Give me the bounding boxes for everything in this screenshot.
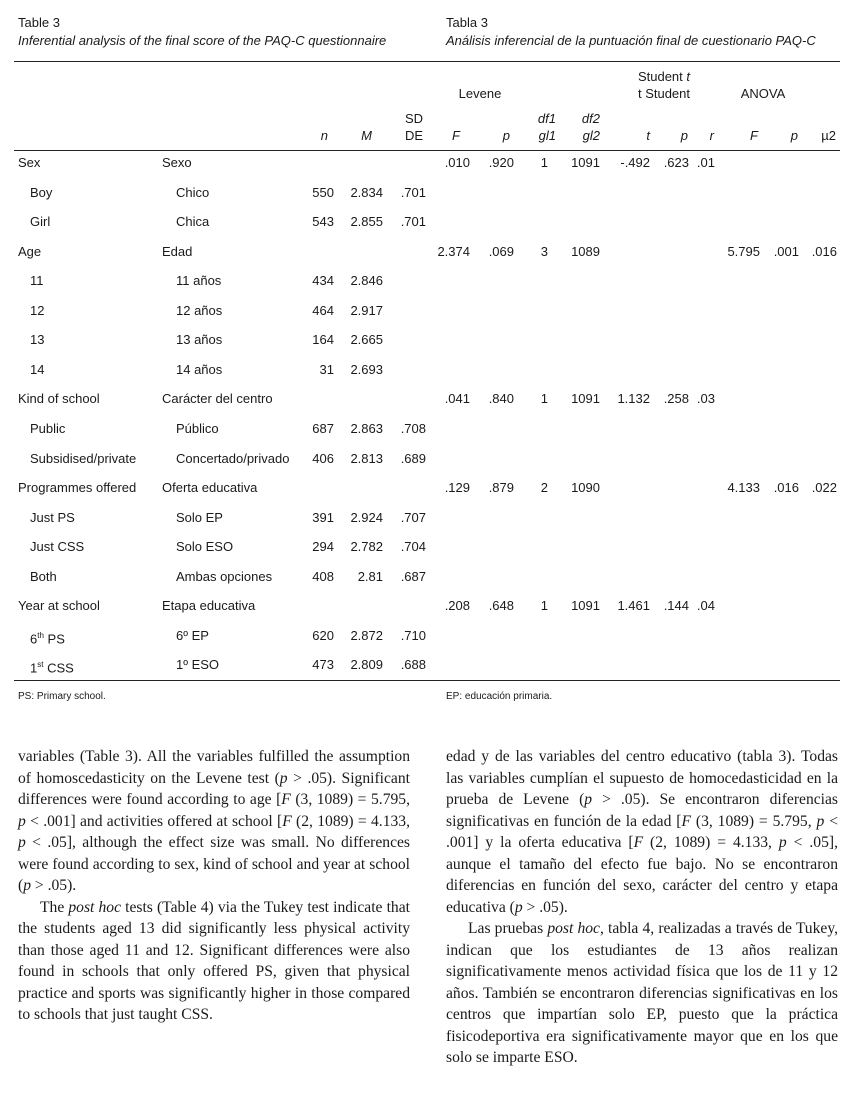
row-sublabel-en: 11 xyxy=(30,273,44,288)
table-bottom-rule xyxy=(14,680,840,681)
cell-sd: .704 xyxy=(400,539,426,554)
row-sublabel-es: Ambas opciones xyxy=(176,569,273,584)
cell-df2: 1091 xyxy=(571,155,600,170)
row-label-es: Etapa educativa xyxy=(162,598,256,613)
cell-sd: .701 xyxy=(400,214,426,229)
cell-tp: .258 xyxy=(663,391,689,406)
cell-lp: .920 xyxy=(488,155,514,170)
row-sublabel-en: 6th PS xyxy=(30,631,65,647)
cell-sd: .688 xyxy=(400,657,426,672)
cell-sd: .701 xyxy=(400,185,426,200)
cell-m: 2.924 xyxy=(350,510,383,525)
header-gl1: gl1 xyxy=(538,128,556,143)
row-sublabel-en: Subsidised/private xyxy=(30,451,137,466)
cell-df1: 1 xyxy=(540,391,548,406)
cell-df2: 1090 xyxy=(571,480,600,495)
paragraph-en-2: The post hoc tests (Table 4) via the Tukey test indicate that the students aged 13 did significantly less physical activity than those aged 11 and 12. Significant differences were also found in schools that only offered PS, given that physical practice and sports was significantly higher in those compared to schools that just taught CSS. xyxy=(18,898,410,1023)
row-sublabel-es: Público xyxy=(176,421,219,436)
cell-r: .01 xyxy=(696,155,715,170)
cell-mu: .022 xyxy=(811,480,837,495)
cell-lf: .208 xyxy=(444,598,470,613)
row-sublabel-en: Boy xyxy=(30,185,53,200)
cell-df1: 2 xyxy=(540,480,548,495)
header-student-t: t xyxy=(686,69,691,84)
table-header-rule xyxy=(14,150,840,151)
cell-m: 2.809 xyxy=(350,657,383,672)
row-sublabel-en: Girl xyxy=(30,214,51,229)
cell-n: 434 xyxy=(312,273,334,288)
header-de: DE xyxy=(404,128,423,143)
row-label-es: Edad xyxy=(162,244,193,259)
cell-lp: .069 xyxy=(488,244,514,259)
row-sublabel-en: Both xyxy=(30,569,57,584)
row-label-es: Carácter del centro xyxy=(162,391,273,406)
cell-df1: 3 xyxy=(540,244,548,259)
cell-sd: .710 xyxy=(400,628,426,643)
cell-m: 2.782 xyxy=(350,539,383,554)
row-sublabel-es: Solo EP xyxy=(176,510,223,525)
row-sublabel-en: Just PS xyxy=(30,510,75,525)
row-sublabel-es: Chico xyxy=(176,185,210,200)
row-sublabel-es: Concertado/privado xyxy=(176,451,290,466)
cell-df2: 1091 xyxy=(571,598,600,613)
row-sublabel-es: 13 años xyxy=(176,332,223,347)
cell-lp: .648 xyxy=(488,598,514,613)
body-text-es xyxy=(446,746,838,1069)
header-m: M xyxy=(361,128,372,143)
cell-n: 550 xyxy=(312,185,334,200)
cell-m: 2.872 xyxy=(350,628,383,643)
cell-n: 473 xyxy=(312,657,334,672)
table-title-es: Análisis inferencial de la puntuación final de cuestionario PAQ-C xyxy=(446,33,816,48)
paragraph-es-2: Las pruebas post hoc, tabla 4, realizadas a través de Tukey, indican que los estudiantes de 13 años realizan significativamente menos actividad física que los de 11 y 12 años. También se encontraron diferencias significativas en los centros que impartían solo EP, puesto que la práctica fisicodeportiva era significativamente mayor que en los que solo se imparte ESO. xyxy=(446,920,839,1066)
table-note-en: PS: Primary school. xyxy=(18,691,106,702)
row-sublabel-es: 11 años xyxy=(176,273,222,288)
cell-n: 620 xyxy=(312,628,334,643)
cell-df2: 1091 xyxy=(571,391,600,406)
table-note-es: EP: educación primaria. xyxy=(446,691,553,702)
body-text-en xyxy=(18,746,410,1026)
row-label-es: Oferta educativa xyxy=(162,480,258,495)
cell-af: 5.795 xyxy=(727,244,760,259)
row-sublabel-es: Chica xyxy=(176,214,210,229)
row-sublabel-en: 1st CSS xyxy=(30,660,74,676)
cell-m: 2.846 xyxy=(350,273,383,288)
paragraph-en-1: variables (Table 3). All the variables fulfilled the assumption of homoscedasticity on the Levene test (p > .05). Significant differences were found according to age [F (3, 1089) = 5.795, p < .001] and activities offered at school [F (2, 1089) = 4.133, p < .05], although the effect size was small. No differences were found according to sex, kind of school and year at school (p > .05). xyxy=(18,748,410,894)
cell-r: .03 xyxy=(696,391,715,406)
cell-m: 2.917 xyxy=(350,303,383,318)
cell-lf: .010 xyxy=(444,155,470,170)
header-n: n xyxy=(320,128,328,143)
header-student-word: Student xyxy=(637,69,683,84)
cell-n: 464 xyxy=(312,303,334,318)
header-anova-p: p xyxy=(790,128,798,143)
cell-df1: 1 xyxy=(540,155,548,170)
cell-n: 31 xyxy=(319,362,334,377)
cell-n: 164 xyxy=(312,332,334,347)
cell-t: 1.132 xyxy=(617,391,650,406)
cell-m: 2.665 xyxy=(350,332,383,347)
row-label-en: Programmes offered xyxy=(18,480,137,495)
row-label-en: Year at school xyxy=(18,598,100,613)
row-sublabel-en: Just CSS xyxy=(30,539,85,554)
table-top-rule xyxy=(14,61,840,62)
cell-lf: .041 xyxy=(444,391,470,406)
cell-tp: .623 xyxy=(663,155,689,170)
cell-tp: .144 xyxy=(663,598,689,613)
table-label-es: Tabla 3 xyxy=(446,15,488,30)
header-t: t xyxy=(646,128,650,143)
cell-n: 408 xyxy=(312,569,334,584)
cell-n: 391 xyxy=(312,510,334,525)
table-caption-es xyxy=(446,14,816,50)
row-sublabel-es: 12 años xyxy=(176,303,223,318)
cell-n: 687 xyxy=(312,421,334,436)
cell-af: 4.133 xyxy=(727,480,760,495)
row-label-en: Sex xyxy=(18,155,41,170)
cell-mu: .016 xyxy=(811,244,837,259)
cell-sd: .687 xyxy=(400,569,426,584)
cell-n: 406 xyxy=(312,451,334,466)
cell-m: 2.813 xyxy=(350,451,383,466)
header-gl2: gl2 xyxy=(582,128,600,143)
cell-df2: 1089 xyxy=(571,244,600,259)
header-r: r xyxy=(709,128,714,143)
row-sublabel-es: 14 años xyxy=(176,362,223,377)
table-label-en: Table 3 xyxy=(18,15,60,30)
row-sublabel-en: 12 xyxy=(30,303,45,318)
table-caption-en xyxy=(18,14,386,50)
cell-r: .04 xyxy=(696,598,715,613)
cell-m: 2.834 xyxy=(350,185,383,200)
cell-n: 294 xyxy=(312,539,334,554)
cell-sd: .708 xyxy=(400,421,426,436)
paragraph-es-1: edad y de las variables del centro educativo (tabla 3). Todas las variables cumplían el supuesto de homocedasticidad en la prueba de Levene (p > .05). Se encontraron diferencias significativas en función de la edad [F (3, 1089) = 5.795, p < .001] y la oferta educativa [F (2, 1089) = 4.133, p < .05], aunque el tamaño del efecto fue bajo. No se encontraron diferencias en función del sexo, carácter del centro y etapa educativa (p > .05). xyxy=(446,748,839,916)
table-title-en: Inferential analysis of the final score of the PAQ-C questionnaire xyxy=(18,33,387,48)
cell-t: -.492 xyxy=(620,155,650,170)
header-anova: ANOVA xyxy=(740,86,786,101)
cell-m: 2.855 xyxy=(350,214,383,229)
cell-sd: .707 xyxy=(400,510,426,525)
header-sd: SD xyxy=(404,111,423,126)
row-label-en: Kind of school xyxy=(18,391,100,406)
cell-lp: .879 xyxy=(488,480,514,495)
header-levene-p: p xyxy=(502,128,510,143)
header-df2: df2 xyxy=(581,111,600,126)
cell-lp: .840 xyxy=(488,391,514,406)
cell-ap: .016 xyxy=(773,480,799,495)
row-label-en: Age xyxy=(18,244,42,259)
row-sublabel-en: 14 xyxy=(30,362,45,377)
cell-sd: .689 xyxy=(400,451,426,466)
cell-m: 2.693 xyxy=(350,362,383,377)
row-sublabel-es: 6º EP xyxy=(176,628,209,643)
cell-df1: 1 xyxy=(540,598,548,613)
row-sublabel-en: 13 xyxy=(30,332,45,347)
header-levene: Levene xyxy=(458,86,502,101)
row-sublabel-es: Solo ESO xyxy=(176,539,234,554)
header-student-en xyxy=(612,69,716,85)
header-df1: df1 xyxy=(537,111,556,126)
row-label-es: Sexo xyxy=(162,155,192,170)
header-student-es: t Student xyxy=(637,86,691,101)
header-t-p: p xyxy=(680,128,688,143)
cell-t: 1.461 xyxy=(617,598,650,613)
cell-m: 2.863 xyxy=(350,421,383,436)
header-anova-f: F xyxy=(750,128,758,143)
row-sublabel-en: Public xyxy=(30,421,66,436)
row-sublabel-es: 1º ESO xyxy=(176,657,220,672)
cell-m: 2.81 xyxy=(357,569,383,584)
cell-lf: .129 xyxy=(444,480,470,495)
header-mu2: µ2 xyxy=(821,128,836,143)
cell-n: 543 xyxy=(312,214,334,229)
cell-lf: 2.374 xyxy=(437,244,470,259)
header-levene-f: F xyxy=(452,128,460,143)
cell-ap: .001 xyxy=(773,244,799,259)
